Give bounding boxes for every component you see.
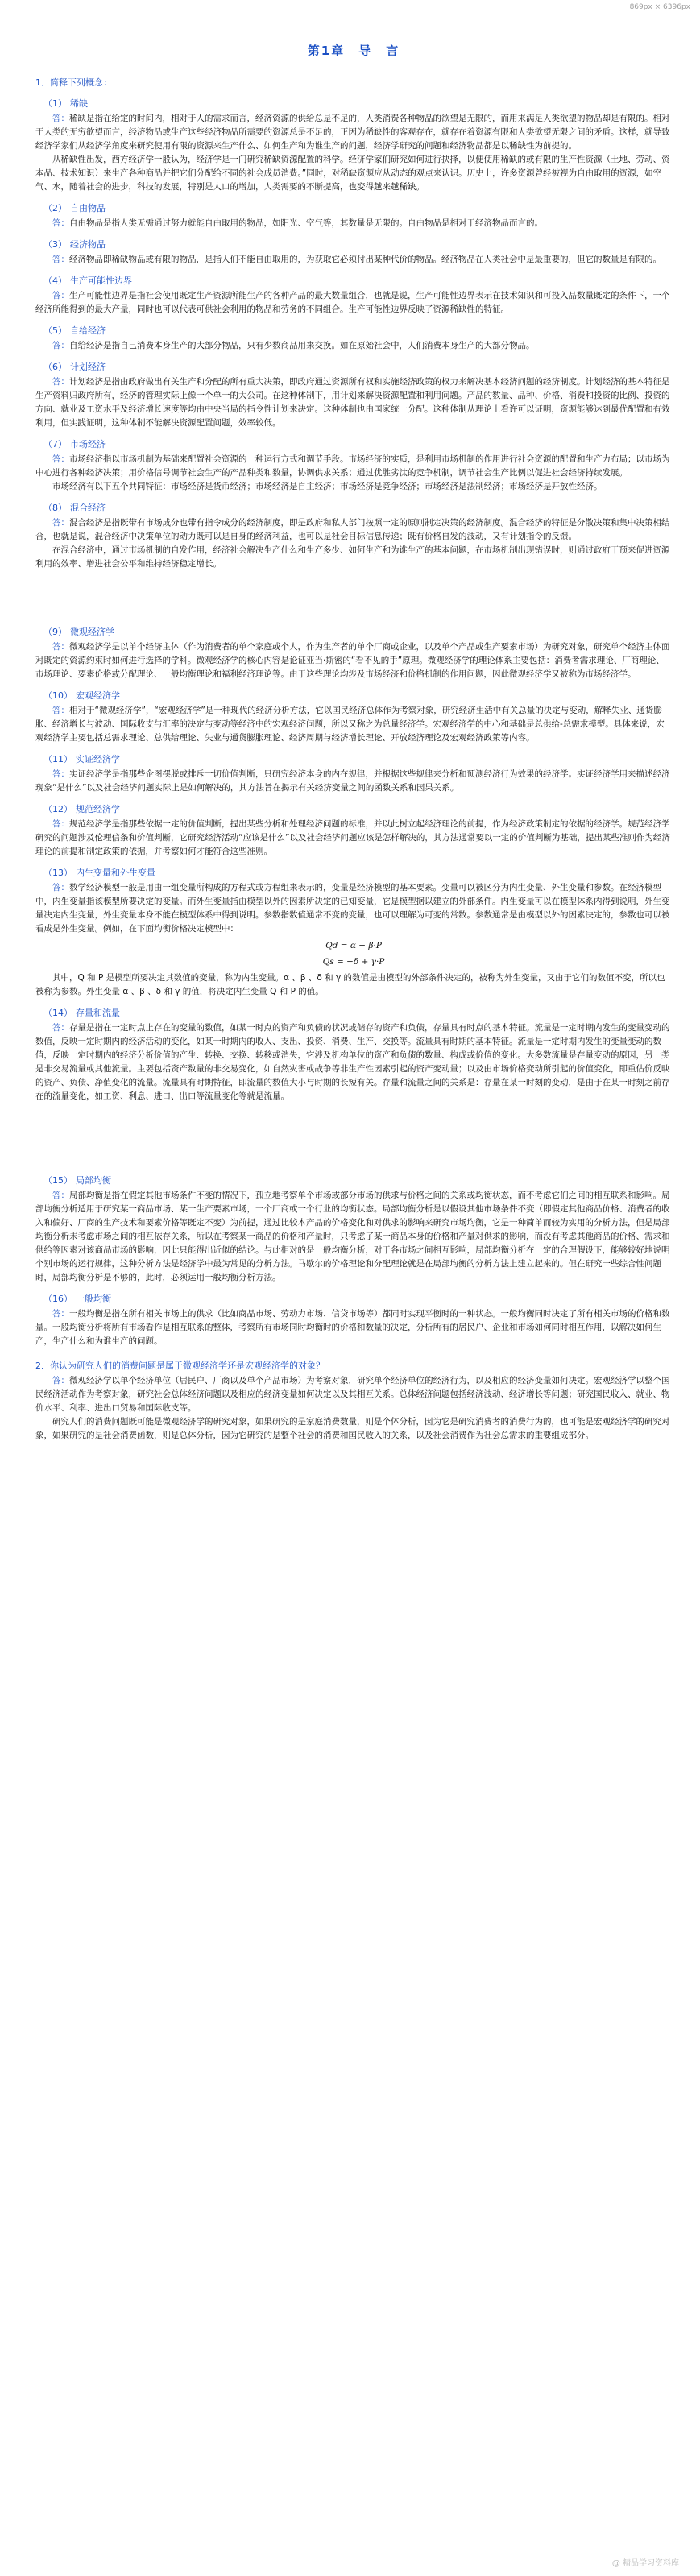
concept-number: （14） (43, 1008, 72, 1018)
concept-term: 计划经济 (70, 362, 106, 372)
concept-section (35, 753, 672, 795)
concept-answer (35, 1021, 672, 1104)
concept-term: 规范经济学 (76, 804, 120, 814)
concept-heading (43, 753, 672, 766)
concept-number: （10） (43, 690, 72, 701)
concept-number: （12） (43, 804, 72, 814)
concept-answer (35, 339, 672, 353)
concept-term: 微观经济学 (70, 627, 114, 637)
concept-section (35, 867, 672, 999)
answer-label: 答： (52, 377, 69, 387)
concept-term: 市场经济 (70, 439, 106, 449)
concept-term: 经济物品 (70, 239, 106, 250)
concept-heading (43, 202, 672, 215)
concept-section (35, 1007, 672, 1104)
answer-label: 答： (52, 819, 69, 829)
concept-number: （1） (43, 98, 67, 109)
answer-text: 微观经济学是以单个经济主体（作为消费者的单个家庭或个人，作为生产者的单个厂商或企业，以及单个产品或生产要素市场）为研究对象，研究单个经济主体面对既定的资源约束时如何进行选择的学科。微观经济学的核心内容是论证亚当·斯密的“看不见的手”原理。微观经济学的理论体系主要包括：消费者需求理论、厂商理论、市场理论、要素价格或分配理论、一般均衡理论和福利经济理论等。由于这些理论均涉及市场经济和价格机制的作用问题，因此微观经济学又被称为市场经济学。 (35, 642, 670, 679)
concept-answer (35, 375, 672, 430)
concept-heading (43, 626, 672, 639)
answer-label: 答： (52, 454, 69, 464)
answer-text: 相对于“微观经济学”，“宏观经济学”是一种现代的经济分析方法，它以国民经济总体作为考察对象，研究经济生活中有关总量的决定与变动，解释失业、通货膨胀、经济增长与波动、国际收支与汇率的决定与变动等经济中的宏观经济问题，所以又称之为总量经济学。宏观经济学的中心和基础是总供给-总需求模型。具体来说，宏观经济学主要包括总需求理论、总供给理论、失业与通货膨胀理论、经济周期与经济增长理论、开放经济理论及宏观经济政策等内容。 (35, 706, 665, 743)
concept-number: （6） (43, 362, 67, 372)
concept-section (35, 275, 672, 317)
concept-number: （9） (43, 627, 67, 637)
page-gap (35, 1108, 672, 1166)
chapter-title: 第1章 导 言 (307, 43, 400, 58)
answer-label: 答： (52, 291, 69, 300)
concept-term: 生产可能性边界 (70, 275, 132, 286)
answer-text: 混合经济是指既带有市场成分也带有指令成分的经济制度，即是政府和私人部门按照一定的原则制定决策的经济制度。混合经济的特征是分散决策和集中决策相结合，也就是说，混合经济中决策单位的动力既可以是自身的经济利益，也可以是社会目标信息传递；既有价格自发的波动，又有计划指令的反馈。 (35, 518, 670, 541)
answer-label: 答： (52, 1191, 69, 1200)
concept-extra-paragraph: 市场经济有以下五个共同特征：市场经济是货币经济；市场经济是自主经济；市场经济是竞争经济；市场经济是法制经济；市场经济是开放性经济。 (52, 482, 603, 491)
concept-section (35, 438, 672, 494)
concept-heading (43, 325, 672, 338)
answer-text: 生产可能性边界是指社会使用既定生产资源所能生产的各种产品的最大数量组合，也就是说，生产可能性边界表示在技术知识和可投入品数量既定的条件下，一个经济所能得到的最大产量，同时也可以代表可供社会利用的物品和劳务的不同组合。生产可能性边界反映了资源稀缺性的特征。 (35, 291, 670, 314)
concept-section (35, 626, 672, 681)
concept-term: 内生变量和外生变量 (76, 868, 155, 878)
concept-section (35, 238, 672, 267)
concept-section (35, 97, 672, 194)
concept-answer (35, 217, 672, 230)
watermark: @ 精品学习资料库 (611, 2559, 679, 2568)
concept-extra-paragraph: 在混合经济中，通过市场机制的自发作用，经济社会解决生产什么和生产多少、如何生产和为谁生产的基本问题，在市场机制出现错误时，则通过政府干预来促进资源利用的效率、增进社会公平和维持经济稳定增长。 (35, 545, 670, 569)
concept-heading (43, 803, 672, 816)
concept-term: 实证经济学 (76, 754, 120, 764)
concept-heading (43, 502, 672, 515)
answer-label: 答： (52, 114, 69, 123)
answer-text: 实证经济学是指那些企图摆脱或排斥一切价值判断，只研究经济本身的内在规律，并根据这些规律来分析和预测经济行为效果的经济学。实证经济学用来描述经济现象“是什么”以及社会经济问题实际上是如何解决的，其方法旨在揭示有关经济变量之间的函数关系和因果关系。 (35, 769, 670, 793)
concept-answer (35, 768, 672, 795)
concept-heading (43, 1293, 672, 1306)
concept-term: 自给经济 (70, 325, 106, 336)
concept-section (35, 325, 672, 353)
answer-label: 答： (52, 1023, 69, 1033)
concept-section (35, 1174, 672, 1285)
answer-label: 答： (52, 1376, 69, 1385)
concept-extra-paragraph: 从稀缺性出发，西方经济学一般认为，经济学是一门研究稀缺资源配置的科学。经济学家们研究如何进行抉择，以便使用稀缺的或有限的生产性资源（土地、劳动、资本品、技术知识）来生产各种商品并把它们分配给不同的社会成员消费。”同时，对稀缺资源应从动态的观点来认识。历史上，许多资源曾经被视为自由取用的资源，如空气、水，随着社会的进步，科技的发展，特别是人口的增加，人类需要的不断提高，也变得越来越稀缺。 (35, 155, 670, 192)
answer-text: 局部均衡是指在假定其他市场条件不变的情况下，孤立地考察单个市场或部分市场的供求与价格之间的关系或均衡状态，而不考虑它们之间的相互联系和影响。局部均衡分析适用于研究某一商品市场、某一生产要素市场，一个厂商或一个行业的均衡状态。局部均衡分析是以假设其他市场条件不变（即假定其他商品价格、消费者的收入和偏好、厂商的生产技术和要素价格等既定不变）为前提，通过比较本产品的价格变化和对供求的影响来研究市场均衡，它是一种简单而较为实用的分析方法，但是局部均衡分析未考虑市场之间的相互依存关系，所以在考察某一商品的价格和产量时，只考虑了某一商品本身的价格和产量对供求的影响，而没有考虑其他商品的价格、需求和供给等因素对该商品市场的影响，因此只能得出近似的结论。与此相对的是一般均衡分析，对于各市场之间相互影响，局部均衡分析在一定的合理假设下，能够较好地说明个别市场的运行规律，这种分析方法是经济学中最为常见的分析方法。马歇尔的价格理论和分配理论就是在局部均衡的分析方法上建立起来的。但在研究一些综合性问题时，局部均衡分析是不够的，此时，必须运用一般均衡分析方法。 (35, 1191, 670, 1282)
answer-text: 自给经济是指自己消费本身生产的大部分物品，只有少数商品用来交换。如在原始社会中，人们消费本身生产的大部分物品。 (69, 341, 535, 350)
question-2-answer: 答：微观经济学以单个经济单位（居民户、厂商以及单个产品市场）为考察对象，研究单个经济单位的经济行为，以及相应的经济变量如何决定。宏观经济学以整个国民经济活动作为考察对象，研究社会总体经济问题以及相应的经济变量如何决定以及其相互关系。总体经济问题包括经济波动、经济增长等问题；研究国民收入、就业、物价水平、利率、进出口贸易和国际收支等。 (35, 1376, 670, 1413)
concept-number: （4） (43, 275, 67, 286)
answer-text: 存量是指在一定时点上存在的变量的数值，如某一时点的资产和负债的状况或储存的资产和负债，存量具有时点的基本特征。流量是一定时期内发生的变量变动的数值，反映一定时期内的经济活动的变化，如某一时期内的收入、支出、投资、消费、生产、交换等。流量具有时期的基本特征。流量是一定时期内发生的变量变动的数值，反映一定时期内的经济分析价值的产生、转换、交换、转移或消失，它涉及机构单位的资产和负债的数量、构成或价值的变化。大多数流量是存量变动的原因，另一类是非交易流量或其他流量。主要包括资产数量的非交易变化，如自然灾害或战争等非生产性因素引起的资产变动量；以及由市场价格变动所引起的价值变化，即重估价反映的资产、负债、净值变化的流量。流量具有时期特征，即流量的数值大小与时期的长短有关。存量和流量之间的关系是：存量在某一时刻的变动，是由于在某一时刻之前存在的流量变化，如工资、利息、进口、出口等流量变化等就是流量。 (35, 1023, 670, 1101)
image-size-label: 869px × 6396px (629, 3, 690, 11)
concept-answer (35, 112, 672, 153)
answer-text: 市场经济指以市场机制为基础来配置社会资源的一种运行方式和调节手段。市场经济的实质，是利用市场机制的作用进行社会资源的配置和生产力布局；以市场为中心进行各种经济决策；用价格信号调节社会生产的产品种类和数量，协调供求关系；通过优胜劣汰的竞争机制，调节社会生产比例以促进社会经济持续发展。 (35, 454, 670, 478)
concept-answer (35, 818, 672, 859)
concept-term: 稀缺 (70, 98, 88, 109)
concept-section (35, 202, 672, 230)
concept-heading (43, 690, 672, 702)
answer-text: 规范经济学是指那些依据一定的价值判断，提出某些分析和处理经济问题的标准，并以此树立起经济理论的前提，作为经济政策制定的依据的经济学。规范经济学研究的问题涉及伦理信条和价值判断，它研究经济活动“应该是什么”以及社会经济问题应该是怎样解决的，其方法通常要以一定的价值判断为基础，提出某些准则作为经济理论的前提和制定政策的依据，并考察如何才能符合这些准则。 (35, 819, 670, 856)
question-2-heading: 2．你认为研究人们的消费问题是属于微观经济学还是宏观经济学的对象？ (35, 1360, 325, 1371)
concept-answer (35, 881, 672, 936)
answer-label: 答： (52, 341, 69, 350)
concept-heading (43, 275, 672, 288)
answer-text: 一般均衡是指在所有相关市场上的供求（比如商品市场、劳动力市场、信贷市场等）都同时实现平衡时的一种状态。一般均衡同时决定了所有相关市场的价格和数量。一般均衡分析将所有市场看作是相互联系的整体，考察所有市场同时均衡时的价格和数量的决定，分析所有的居民户、企业和市场如何同时相互作用，以解决如何生产，生产什么和为谁生产的问题。 (35, 1309, 670, 1346)
answer-text: 稀缺是指在给定的时间内，相对于人的需求而言，经济资源的供给总是不足的，人类消费各种物品的欲望是无限的，而用来满足人类欲望的物品却是有限的。相对于人类的无穷欲望而言，经济物品或生产这些经济物品所需要的资源总是不足的，正因为稀缺性的客观存在，就存在着资源有限和人类欲望无限之间的矛盾。这样，就导致经济学家们从经济学角度来研究使用有限的资源来生产什么、如何生产和为谁生产的问题，经济学研究的问题和经济物品都是以稀缺性为前提的。 (35, 114, 670, 151)
answer-label: 答： (52, 642, 69, 652)
concept-heading (43, 867, 672, 880)
concept-answer (35, 516, 672, 544)
concept-term: 一般均衡 (76, 1294, 111, 1304)
answer-label: 答： (52, 1309, 69, 1319)
concept-term: 存量和流量 (76, 1008, 120, 1018)
document-page (35, 42, 672, 1443)
concept-number: （16） (43, 1294, 72, 1304)
answer-text: 经济物品即稀缺物品或有限的物品，是指人们不能自由取用的，为获取它必须付出某种代价的物品。经济物品在人类社会中是最重要的，但它的数量是有限的。 (69, 255, 661, 264)
answer-label: 答： (52, 518, 69, 528)
answer-text: 数学经济模型一般是用由一组变量所构成的方程式或方程组来表示的，变量是经济模型的基本要素。变量可以被区分为内生变量、外生变量和参数。在经济模型中，内生变量指该模型所要决定的变量。而外生变量指由模型以外的因素所决定的已知变量，它是模型据以建立的外部条件。内生变量可以在模型体系内得到说明，外生变量决定内生变量，外生变量本身不能在模型体系中得到说明。参数指数值通常不变的变量，也可以理解为可变的常数。参数通常是由模型以外的因素决定的，参数也可以被看成是外生变量。例如，在下面均衡价格决定模型中： (35, 883, 670, 934)
concept-sections (35, 97, 672, 1348)
concept-number: （2） (43, 203, 67, 213)
concept-answer (35, 289, 672, 317)
answer-label: 答： (52, 769, 69, 779)
concept-answer (35, 253, 672, 267)
question-2-extra: 研究人们的消费问题既可能是微观经济学的研究对象，如果研究的是家庭消费数量，则是个体分析，因为它是研究消费者的消费行为的，也可能是宏观经济学的研究对象，如果研究的是社会消费函数，则是总体分析，因为它研究的是整个社会的消费和国民收入的关系，以及社会消费作为社会总需求的重要组成部分。 (35, 1417, 670, 1440)
supply-equation: Qs = −δ + γ·P (322, 957, 385, 967)
demand-equation: Qd = α − β·P (325, 941, 382, 950)
concept-number: （15） (43, 1175, 72, 1186)
page-gap (35, 576, 672, 618)
answer-label: 答： (52, 706, 69, 715)
concept-number: （3） (43, 239, 67, 250)
concept-number: （13） (43, 868, 72, 878)
concept-section (35, 502, 672, 571)
concept-answer (35, 640, 672, 681)
concept-heading (43, 1007, 672, 1020)
answer-text: 计划经济是指由政府做出有关生产和分配的所有重大决策，即政府通过资源所有权和实施经济政策的权力来解决基本经济问题的经济制度。计划经济的基本特征是生产资料归政府所有，经济的管理实际上像一个单一的大公司。在这种体制下，用计划来解决资源配置和利用问题。产品的数量、品种、价格、消费和投资的比例、投资的方向、就业及工资水平及经济增长速度等均由中央当局的指令性计划来决定。这种体制也由国家统一分配。这种体制从理论上看许可以证明，资源能够达到最优配置和有效利用，但实践证明，这种体制不能解决资源配置问题，效率较低。 (35, 377, 670, 428)
answer-label: 答： (52, 883, 69, 892)
concept-answer (35, 1307, 672, 1348)
concept-heading (43, 238, 672, 251)
concept-answer (35, 704, 672, 745)
concept-term: 自由物品 (70, 203, 106, 213)
equation-explanation: 其中，Q 和 P 是模型所要决定其数值的变量，称为内生变量。α 、β 、δ 和 γ 的数值是由模型的外部条件决定的，被称为外生变量，又由于它们的数值不变，所以也被称为参数。外生变量 α 、β 、δ 和 γ 的值，将决定内生变量 Q 和 P 的值。 (35, 973, 665, 996)
concept-section (35, 690, 672, 745)
concept-number: （8） (43, 503, 67, 513)
concept-section (35, 803, 672, 859)
concept-section (35, 361, 672, 430)
concept-answer (35, 453, 672, 480)
concept-section (35, 1293, 672, 1348)
concept-term: 宏观经济学 (76, 690, 120, 701)
answer-text: 自由物品是指人类无需通过努力就能自由取用的物品，如阳光、空气等，其数量是无限的。自由物品是相对于经济物品而言的。 (69, 218, 543, 228)
concept-heading (43, 438, 672, 451)
answer-label: 答： (52, 255, 69, 264)
concept-heading (43, 361, 672, 374)
concept-term: 局部均衡 (76, 1175, 111, 1186)
concept-term: 混合经济 (70, 503, 106, 513)
concept-answer (35, 1189, 672, 1285)
concept-number: （11） (43, 754, 72, 764)
answer-label: 答： (52, 218, 69, 228)
concept-heading (43, 1174, 672, 1187)
concept-heading (43, 97, 672, 110)
question-1-heading: 1．简释下列概念： (35, 77, 112, 88)
concept-number: （5） (43, 325, 67, 336)
concept-number: （7） (43, 439, 67, 449)
